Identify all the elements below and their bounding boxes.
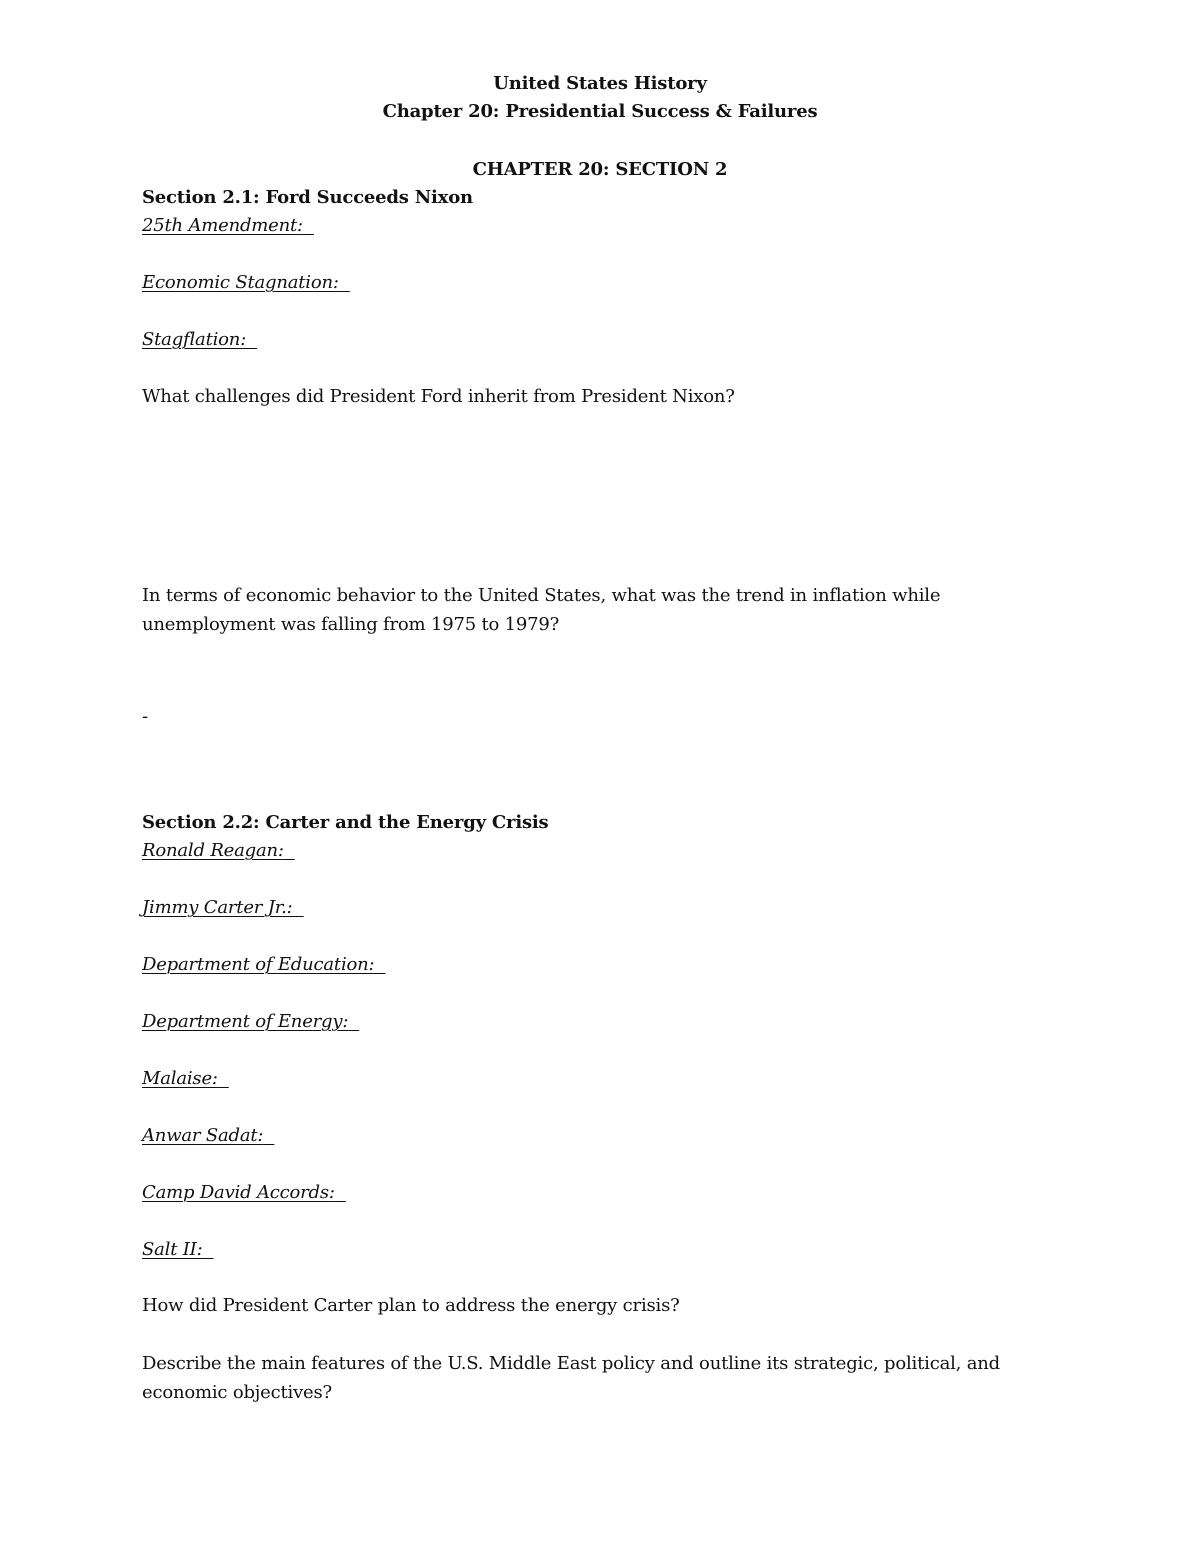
term-stagflation: Stagflation: xyxy=(142,329,247,350)
section-2-2-title: Section 2.2: Carter and the Energy Crisis xyxy=(142,812,549,833)
term-jimmy-carter: Jimmy Carter Jr.: xyxy=(142,897,293,918)
term-anwar-sadat: Anwar Sadat: xyxy=(142,1125,264,1146)
section-2-1-title: Section 2.1: Ford Succeeds Nixon xyxy=(142,187,473,208)
question-ford-challenges: What challenges did President Ford inherit from President Nixon? xyxy=(142,386,735,407)
term-department-of-education: Department of Education: xyxy=(142,954,375,975)
course-title: United States History xyxy=(493,73,707,94)
question-inflation-trend: In terms of economic behavior to the United States, what was the trend in inflation while unemployment was falling from 1975 to 1979? xyxy=(142,585,941,635)
section-heading: CHAPTER 20: SECTION 2 xyxy=(472,159,728,180)
chapter-title: Chapter 20: Presidential Success & Failures xyxy=(382,101,818,122)
term-salt-ii: Salt II: xyxy=(142,1239,203,1260)
term-camp-david-accords: Camp David Accords: xyxy=(142,1182,335,1203)
term-ronald-reagan: Ronald Reagan: xyxy=(142,840,284,861)
term-25th-amendment: 25th Amendment: xyxy=(142,215,303,236)
question-carter-energy: How did President Carter plan to address the energy crisis? xyxy=(142,1295,680,1316)
term-department-of-energy: Department of Energy: xyxy=(142,1011,349,1032)
dash-marker: - xyxy=(142,706,148,727)
term-economic-stagnation: Economic Stagnation: xyxy=(142,272,339,293)
term-malaise: Malaise: xyxy=(142,1068,218,1089)
question-middle-east-policy: Describe the main features of the U.S. Middle East policy and outline its strategic, political, and economic objectives? xyxy=(142,1353,1000,1403)
